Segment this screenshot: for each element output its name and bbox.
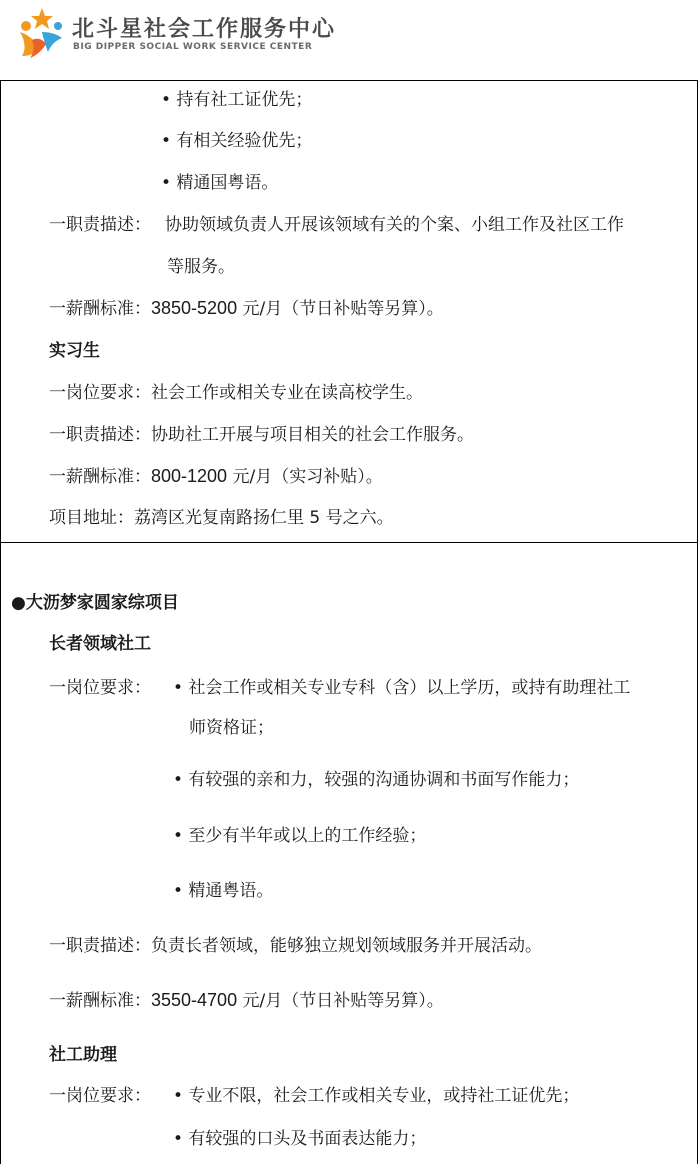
org-name-cn: 北斗星社会工作服务中心 — [72, 17, 337, 42]
pay-amount: 3850-5200 — [151, 298, 238, 318]
pay-label: 一薪酬标准： — [49, 299, 151, 319]
duty-line: 一职责描述：协助社工开展与项目相关的社会工作服务。 — [49, 425, 474, 445]
duty-label: 一职责描述： — [49, 215, 151, 235]
pay-line — [49, 294, 444, 319]
project-title: ●大沥梦家圆家综项目 — [11, 593, 179, 613]
section-box-2 — [0, 542, 698, 1164]
section-box-1 — [0, 80, 698, 543]
requirement-line: 一岗位要求：社会工作或相关专业在读高校学生。 — [49, 383, 423, 403]
bullet-item: • 社会工作或相关专业专科（含）以上学历，或持有助理社工 — [173, 678, 631, 698]
bullet-item: • 精通粤语。 — [173, 881, 274, 901]
pay-line — [49, 462, 383, 487]
pay-note: 元/月（节日补贴等另算）。 — [237, 299, 444, 319]
pay-label: 一薪酬标准： — [49, 467, 151, 487]
bullet-item: • 有较强的口头及书面表达能力； — [173, 1129, 427, 1149]
pay-note: 元/月（实习补贴）。 — [227, 467, 383, 487]
duty-line: 等服务。 — [167, 257, 235, 277]
org-name-en: BIG DIPPER SOCIAL WORK SERVICE CENTER — [73, 42, 313, 52]
duty-line: 协助领域负责人开展该领域有关的个案、小组工作及社区工作 — [165, 215, 624, 235]
bullet-item: • 至少有半年或以上的工作经验； — [173, 826, 427, 846]
pay-note: 元/月（节日补贴等另算）。 — [237, 991, 444, 1011]
role-title: 长者领域社工 — [49, 634, 151, 654]
bullet-continuation: 师资格证； — [189, 718, 274, 738]
role-title: 实习生 — [49, 341, 100, 361]
pay-amount: 3550-4700 — [151, 990, 238, 1010]
duty-line: 一职责描述：负责长者领域，能够独立规划领域服务并开展活动。 — [49, 936, 542, 956]
bullet-item: • 有较强的亲和力，较强的沟通协调和书面写作能力； — [173, 770, 580, 790]
pay-line — [49, 986, 444, 1011]
project-address: 项目地址：荔湾区光复南路扬仁里 5 号之六。 — [49, 508, 394, 528]
page-header — [0, 0, 700, 80]
big-dipper-logo-icon — [12, 6, 68, 60]
bullet-item: • 持有社工证优先； — [161, 90, 313, 110]
bullet-item: • 有相关经验优先； — [161, 131, 313, 151]
requirement-label: 一岗位要求： — [49, 678, 151, 698]
bullet-item: • 精通国粤语。 — [161, 173, 279, 193]
bullet-item: • 专业不限，社会工作或相关专业，或持社工证优先； — [173, 1086, 580, 1106]
pay-amount: 800-1200 — [151, 466, 228, 486]
requirement-label: 一岗位要求： — [49, 1086, 151, 1106]
role-title: 社工助理 — [49, 1045, 117, 1065]
pay-label: 一薪酬标准： — [49, 991, 151, 1011]
